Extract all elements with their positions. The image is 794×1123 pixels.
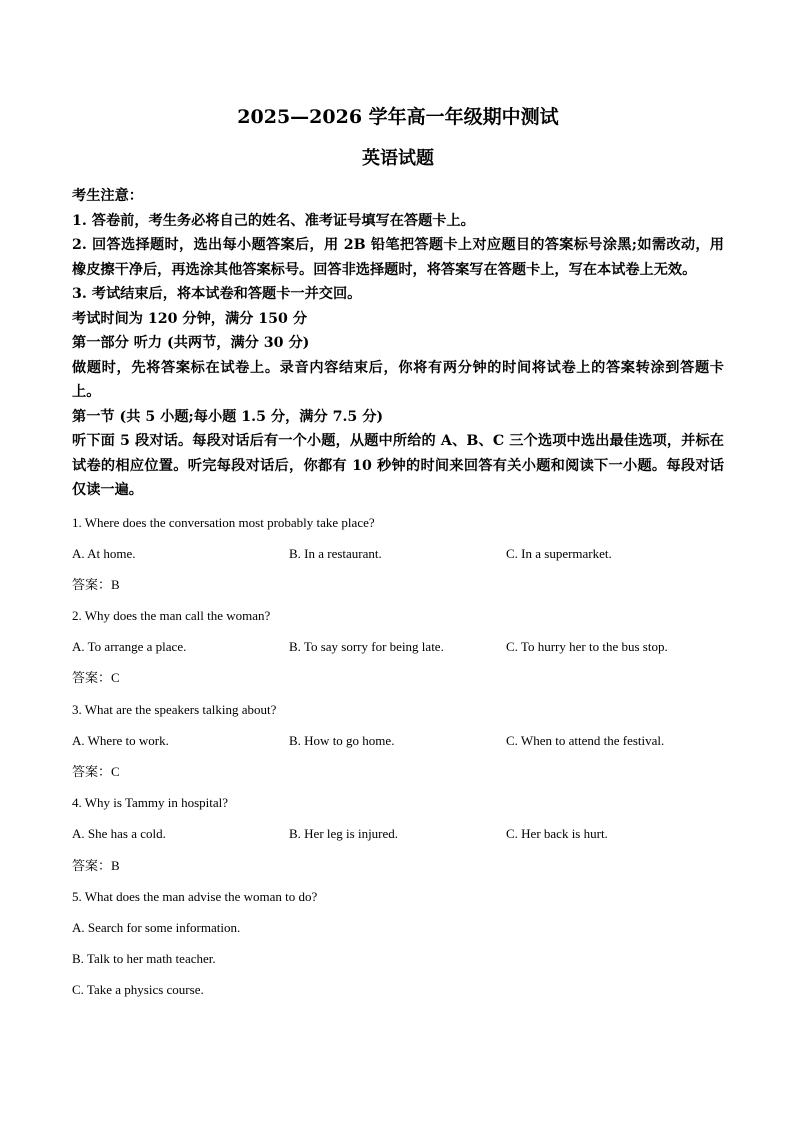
option-b: B. To say sorry for being late. bbox=[289, 639, 444, 655]
question-list bbox=[72, 507, 724, 1006]
option-a: A. At home. bbox=[72, 545, 136, 561]
answer-value: B bbox=[111, 576, 120, 592]
option-row bbox=[72, 631, 724, 662]
answer-line bbox=[72, 756, 724, 787]
section-heading: 第一节 (共 5 小题;每小题 1.5 分，满分 7.5 分) bbox=[72, 408, 384, 425]
answer-value: B bbox=[111, 857, 120, 873]
answer-label: 答案： bbox=[72, 858, 112, 874]
answer-label: 答案： bbox=[72, 765, 112, 780]
answer-label: 答案： bbox=[72, 671, 112, 687]
option-row bbox=[72, 818, 724, 849]
question-stem: 5. What does the man advise the woman to do? bbox=[72, 888, 318, 904]
question-stem: 4. Why is Tammy in hospital? bbox=[72, 795, 229, 811]
option-a: A. She has a cold. bbox=[72, 826, 166, 842]
option-a: A. Search for some information. bbox=[72, 919, 241, 935]
exam-title: 2025—2026 学年高一年级期中测试 bbox=[237, 106, 559, 128]
option-b: B. How to go home. bbox=[289, 732, 395, 748]
question-stem: 3. What are the speakers talking about? bbox=[72, 701, 277, 717]
part-heading: 第一部分 听力 (共两节，满分 30 分) bbox=[72, 335, 310, 351]
option-c: C. Take a physics course. bbox=[72, 982, 204, 998]
exam-time: 考试时间为 120 分钟，满分 150 分 bbox=[72, 310, 308, 327]
exam-instructions bbox=[72, 184, 724, 503]
exam-subtitle: 英语试题 bbox=[362, 148, 434, 169]
option-c: C. To hurry her to the bus stop. bbox=[506, 639, 668, 655]
rule-2: 2. 回答选择题时，选出每小题答案后，用 2B 铅笔把答题卡上对应题目的答案标号涂黑;如需改动，用橡皮擦干净后，再选涂其他答案标号。回答非选择题时，将答案写在答题卡上，写在本试卷上无效。 bbox=[72, 237, 724, 278]
option-row bbox=[72, 538, 724, 569]
question-stem: 1. Where does the conversation most probably take place? bbox=[72, 514, 375, 530]
answer-line bbox=[72, 850, 724, 881]
rule-1: 1. 答卷前，考生务必将自己的姓名、准考证号填写在答题卡上。 bbox=[72, 212, 475, 229]
option-b: B. Her leg is injured. bbox=[289, 826, 399, 842]
part-instruction: 做题时，先将答案标在试卷上。录音内容结束后，你将有两分钟的时间将试卷上的答案转涂到答题卡上。 bbox=[72, 359, 724, 400]
option-c: C. When to attend the festival. bbox=[506, 732, 665, 748]
option-c: C. In a supermarket. bbox=[506, 545, 612, 561]
option-b: B. In a restaurant. bbox=[289, 545, 382, 561]
option-b: B. Talk to her math teacher. bbox=[72, 951, 216, 967]
answer-value: C bbox=[111, 670, 120, 686]
answer-label: 答案： bbox=[72, 577, 112, 593]
option-a: A. Where to work. bbox=[72, 732, 169, 748]
answer-line bbox=[72, 662, 724, 693]
answer-value: C bbox=[111, 764, 120, 779]
rule-3: 3. 考试结束后，将本试卷和答题卡一并交回。 bbox=[72, 286, 362, 302]
answer-line bbox=[72, 569, 724, 600]
option-a: A. To arrange a place. bbox=[72, 639, 187, 655]
option-c: C. Her back is hurt. bbox=[506, 826, 608, 842]
notice-heading: 考生注意： bbox=[72, 188, 143, 204]
question-stem: 2. Why does the man call the woman? bbox=[72, 608, 271, 624]
section-instruction: 听下面 5 段对话。每段对话后有一个小题，从题中所给的 A、B、C 三个选项中选出最佳选项，并标在试卷的相应位置。听完每段对话后，你都有 10 秒钟的时间来回答有关小题和阅读下一小题。每段对话仅读一遍。 bbox=[72, 433, 724, 498]
option-row bbox=[72, 725, 724, 756]
exam-page bbox=[72, 96, 724, 1006]
